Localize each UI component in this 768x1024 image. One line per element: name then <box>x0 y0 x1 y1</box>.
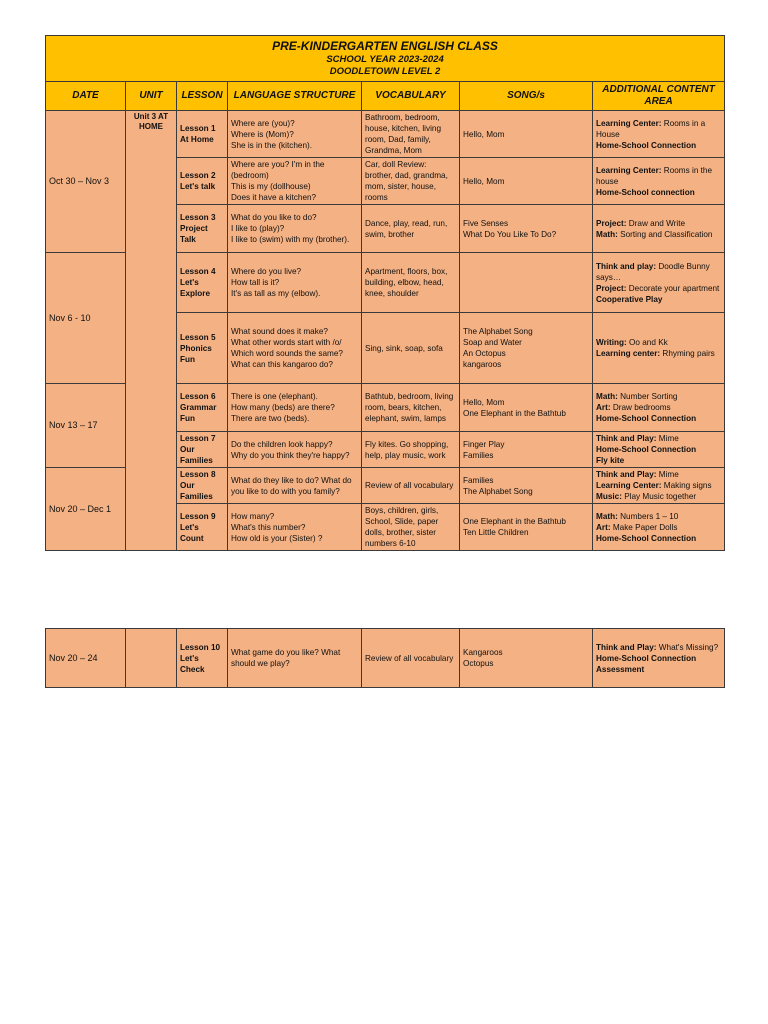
vocabulary-cell: Sing, sink, soap, sofa <box>362 313 460 384</box>
additional-item <box>596 283 721 294</box>
additional-text: Rooms in the house <box>596 165 713 186</box>
lesson-cell <box>177 313 228 384</box>
additional-label: Learning Center: <box>596 118 662 128</box>
additional-label: Home-School Connection <box>596 653 697 663</box>
column-header-row <box>46 82 725 111</box>
language-line: Which word sounds the same? <box>231 349 343 358</box>
language-line: Do the children look happy? <box>231 439 333 449</box>
song-title: Finger Play <box>463 439 505 449</box>
additional-label: Home-School Connection <box>596 140 697 150</box>
additional-item <box>596 294 721 305</box>
additional-item <box>596 511 721 522</box>
additional-text: Rooms in a House <box>596 118 706 139</box>
additional-item <box>596 413 721 424</box>
song-title: The Alphabet Song <box>463 327 533 336</box>
additional-item <box>596 522 721 533</box>
vocabulary-cell: Boys, children, girls, School, Slide, paper dolls, brother, sister numbers 6-10 <box>362 504 460 551</box>
vocabulary-cell: Bathtub, bedroom, living room, bears, kitchen, elephant, swim, lamps <box>362 384 460 432</box>
additional-text: Draw bedrooms <box>610 403 671 412</box>
unit-cell: Unit 3 AT HOME <box>126 111 177 551</box>
lesson-name: Fun <box>180 414 196 423</box>
lesson-name: Let's <box>180 522 199 532</box>
lesson-name: Let's <box>180 278 199 287</box>
song-title: One Elephant in the Bathtub <box>463 408 566 418</box>
level-title: DOODLETOWN LEVEL 2 <box>329 66 441 77</box>
additional-label: Math: <box>596 511 618 521</box>
additional-item <box>596 261 721 283</box>
lesson-name: Our <box>180 445 195 454</box>
additional-label: Home-School Connection <box>596 414 697 423</box>
col-header-lesson: LESSON <box>177 82 228 111</box>
language-line: What's this number? <box>231 522 306 532</box>
vocabulary-cell: Bathroom, bedroom, house, kitchen, living room, Dad, family, Grandma, Mom <box>362 111 460 158</box>
lesson-name: Explore <box>180 289 211 298</box>
lesson-name: Lesson 5 <box>180 332 216 342</box>
lesson-name: Lesson 9 <box>180 511 216 521</box>
language-line: It's as tall as my (elbow). <box>231 289 321 298</box>
lesson-name: Grammar <box>180 403 217 412</box>
lesson-name: Lesson 10 <box>180 642 221 652</box>
lesson-name: Talk <box>180 235 196 244</box>
lesson-name: Lesson 7 <box>180 434 216 443</box>
col-header-additional: ADDITIONAL CONTENT AREA <box>593 82 725 111</box>
col-header-date: DATE <box>46 82 126 111</box>
additional-label: Think and Play: <box>596 470 657 479</box>
date-cell: Nov 6 - 10 <box>46 253 126 384</box>
language-line: Where do you live? <box>231 267 302 276</box>
lesson-plan-table <box>45 35 725 551</box>
vocabulary-cell: Review of all vocabulary <box>362 468 460 504</box>
additional-text: Mime <box>656 470 679 479</box>
additional-cell <box>593 504 725 551</box>
language-cell <box>228 111 362 158</box>
language-line: How old is your (Sister) ? <box>231 533 323 543</box>
additional-text: Numbers 1 – 10 <box>617 511 679 521</box>
extra-lesson-body <box>46 629 725 688</box>
additional-item <box>596 118 721 140</box>
vocabulary-cell: Dance, play, read, run, swim, brother <box>362 205 460 253</box>
language-cell <box>228 629 362 688</box>
additional-item <box>596 165 721 187</box>
lesson-name: Families <box>180 456 213 465</box>
additional-cell <box>593 253 725 313</box>
additional-label: Assessment <box>596 664 645 674</box>
language-line: What can this kangaroo do? <box>231 360 333 369</box>
songs-cell <box>460 432 593 468</box>
additional-cell <box>593 432 725 468</box>
additional-label: Project: <box>596 283 627 293</box>
additional-label: Think and Play: <box>596 642 657 652</box>
table-row <box>46 629 725 688</box>
language-cell <box>228 158 362 205</box>
language-line: How many? <box>231 511 275 521</box>
lesson-name: Lesson 3 <box>180 213 216 222</box>
lesson-cell <box>177 384 228 432</box>
song-title: Hello, Mom <box>463 129 505 139</box>
extra-lesson-table <box>45 628 725 688</box>
language-line: There is one (elephant). <box>231 392 318 401</box>
language-line: I like to (play)? <box>231 224 285 233</box>
language-line: Why do you think they're happy? <box>231 450 350 460</box>
unit-cell <box>126 629 177 688</box>
additional-cell <box>593 313 725 384</box>
additional-label: Learning Center: <box>596 165 662 175</box>
lesson-name: Lesson 4 <box>180 267 216 276</box>
additional-item <box>596 218 721 229</box>
songs-cell <box>460 384 593 432</box>
language-line: Where is (Mom)? <box>231 129 294 139</box>
additional-item <box>596 140 721 151</box>
class-title: PRE-KINDERGARTEN ENGLISH CLASS <box>272 39 498 53</box>
additional-cell <box>593 384 725 432</box>
additional-text: Mime <box>656 434 679 443</box>
song-title: Five Senses <box>463 218 509 228</box>
additional-label: Project: <box>596 218 627 228</box>
lesson-plan-body <box>46 36 725 551</box>
lesson-name: Check <box>180 664 205 674</box>
additional-item <box>596 187 721 198</box>
additional-text: Make Paper Dolls <box>610 522 678 532</box>
additional-item <box>596 491 721 502</box>
additional-label: Cooperative Play <box>596 294 663 304</box>
table-row <box>46 111 725 158</box>
additional-cell <box>593 158 725 205</box>
date-cell: Nov 20 – 24 <box>46 629 126 688</box>
additional-label: Art: <box>596 403 611 412</box>
lesson-name: Phonics <box>180 343 212 353</box>
lesson-cell <box>177 432 228 468</box>
additional-label: Learning center: <box>596 349 661 358</box>
additional-item <box>596 664 721 675</box>
additional-item <box>596 433 721 444</box>
date-cell: Nov 20 – Dec 1 <box>46 468 126 551</box>
song-title: An Octopus <box>463 349 506 358</box>
additional-item <box>596 533 721 544</box>
vocabulary-cell: Review of all vocabulary <box>362 629 460 688</box>
lesson-name: At Home <box>180 135 214 144</box>
lesson-name: Lesson 8 <box>180 470 216 479</box>
songs-cell <box>460 205 593 253</box>
additional-cell <box>593 111 725 158</box>
language-cell <box>228 432 362 468</box>
language-line: What do you like to do? <box>231 213 317 222</box>
song-title: Kangaroos <box>463 648 503 657</box>
additional-item <box>596 337 721 348</box>
additional-item <box>596 444 721 455</box>
lesson-name: Our <box>180 481 195 490</box>
additional-text: Number Sorting <box>617 392 678 401</box>
language-cell <box>228 205 362 253</box>
lesson-cell <box>177 205 228 253</box>
lesson-cell <box>177 158 228 205</box>
additional-label: Art: <box>596 522 611 532</box>
songs-cell <box>460 504 593 551</box>
lesson-name: Fun <box>180 354 196 364</box>
additional-item <box>596 469 721 480</box>
additional-label: Fly kite <box>596 456 625 465</box>
song-title: Octopus <box>463 659 494 668</box>
vocabulary-cell: Fly kites. Go shopping, help, play music, work <box>362 432 460 468</box>
songs-cell <box>460 253 593 313</box>
lesson-name: Lesson 6 <box>180 392 216 401</box>
lesson-name: Count <box>180 533 204 543</box>
additional-text: What's Missing? <box>656 642 719 652</box>
additional-item <box>596 391 721 402</box>
additional-text: Sorting and Classification <box>617 229 713 239</box>
language-line: How tall is it? <box>231 278 280 287</box>
song-title: Soap and Water <box>463 338 522 347</box>
additional-cell <box>593 468 725 504</box>
additional-text: Decorate your apartment <box>626 283 720 293</box>
date-cell: Oct 30 – Nov 3 <box>46 111 126 253</box>
song-title: Families <box>463 450 494 460</box>
additional-item <box>596 480 721 491</box>
additional-item <box>596 455 721 466</box>
language-line: What do they like to do? What do you like to do with you family? <box>231 475 352 496</box>
table-title <box>46 36 725 82</box>
lesson-cell <box>177 468 228 504</box>
vocabulary-cell: Apartment, floors, box, building, elbow, head, knee, shoulder <box>362 253 460 313</box>
additional-item <box>596 402 721 413</box>
language-line: Where are you? I'm in the (bedroom) <box>231 160 325 180</box>
additional-label: Math: <box>596 229 618 239</box>
additional-text: Oo and Kk <box>626 338 668 347</box>
lesson-cell <box>177 629 228 688</box>
language-line: She is in the (kitchen). <box>231 140 313 150</box>
additional-label: Think and Play: <box>596 434 657 443</box>
song-title: Families <box>463 475 494 485</box>
song-title: One Elephant in the Bathtub <box>463 517 566 526</box>
lesson-name: Let's talk <box>180 182 216 191</box>
col-header-vocabulary: VOCABULARY <box>362 82 460 111</box>
language-line: What sound does it make? <box>231 327 328 336</box>
song-title: The Alphabet Song <box>463 486 533 496</box>
language-line: How many (beds) are there? <box>231 403 335 412</box>
language-line: I like to (swim) with my (brother). <box>231 235 350 244</box>
language-line: What game do you like? What should we play? <box>231 648 341 668</box>
song-title: What Do You Like To Do? <box>463 229 557 239</box>
additional-text: Making signs <box>661 481 712 490</box>
language-line: This is my (dollhouse) <box>231 182 311 191</box>
song-title: Ten Little Children <box>463 528 529 537</box>
date-cell: Nov 13 – 17 <box>46 384 126 468</box>
additional-label: Writing: <box>596 338 627 347</box>
song-title: Hello, Mom <box>463 397 505 407</box>
additional-item <box>596 642 721 653</box>
language-line: Where are (you)? <box>231 118 295 128</box>
additional-text: Draw and Write <box>626 218 686 228</box>
songs-cell <box>460 629 593 688</box>
school-year: SCHOOL YEAR 2023-2024 <box>326 54 444 65</box>
additional-cell <box>593 629 725 688</box>
vocabulary-cell: Car, doll Review: brother, dad, grandma, mom, sister, house, rooms <box>362 158 460 205</box>
song-title: Hello, Mom <box>463 176 505 186</box>
lesson-name: Lesson 2 <box>180 171 216 180</box>
lesson-name: Project <box>180 224 208 233</box>
additional-label: Home-School connection <box>596 187 695 197</box>
lesson-name: Lesson 1 <box>180 124 216 133</box>
language-cell <box>228 253 362 313</box>
language-line: There are two (beds). <box>231 414 310 423</box>
col-header-songs: SONG/s <box>460 82 593 111</box>
additional-label: Think and play: <box>596 261 657 271</box>
language-line: What other words start with /o/ <box>231 338 342 347</box>
additional-item <box>596 653 721 664</box>
language-cell <box>228 504 362 551</box>
language-cell <box>228 313 362 384</box>
col-header-unit: UNIT <box>126 82 177 111</box>
language-cell <box>228 384 362 432</box>
additional-label: Music: <box>596 492 622 501</box>
lesson-cell <box>177 504 228 551</box>
lesson-name: Let's <box>180 653 199 663</box>
songs-cell <box>460 111 593 158</box>
language-line: Does it have a kitchen? <box>231 193 317 202</box>
language-cell <box>228 468 362 504</box>
additional-label: Math: <box>596 392 618 401</box>
additional-text: Play Music together <box>621 492 697 501</box>
lesson-name: Families <box>180 492 213 501</box>
col-header-language: LANGUAGE STRUCTURE <box>228 82 362 111</box>
additional-text: Rhyming pairs <box>660 349 715 358</box>
additional-label: Learning Center: <box>596 481 662 490</box>
songs-cell <box>460 468 593 504</box>
additional-item <box>596 229 721 240</box>
songs-cell <box>460 158 593 205</box>
additional-cell <box>593 205 725 253</box>
additional-label: Home-School Connection <box>596 533 697 543</box>
additional-label: Home-School Connection <box>596 445 697 454</box>
additional-text: Doodle Bunny says… <box>596 261 710 282</box>
additional-item <box>596 348 721 359</box>
lesson-cell <box>177 253 228 313</box>
songs-cell <box>460 313 593 384</box>
lesson-cell <box>177 111 228 158</box>
song-title: kangaroos <box>463 360 502 369</box>
